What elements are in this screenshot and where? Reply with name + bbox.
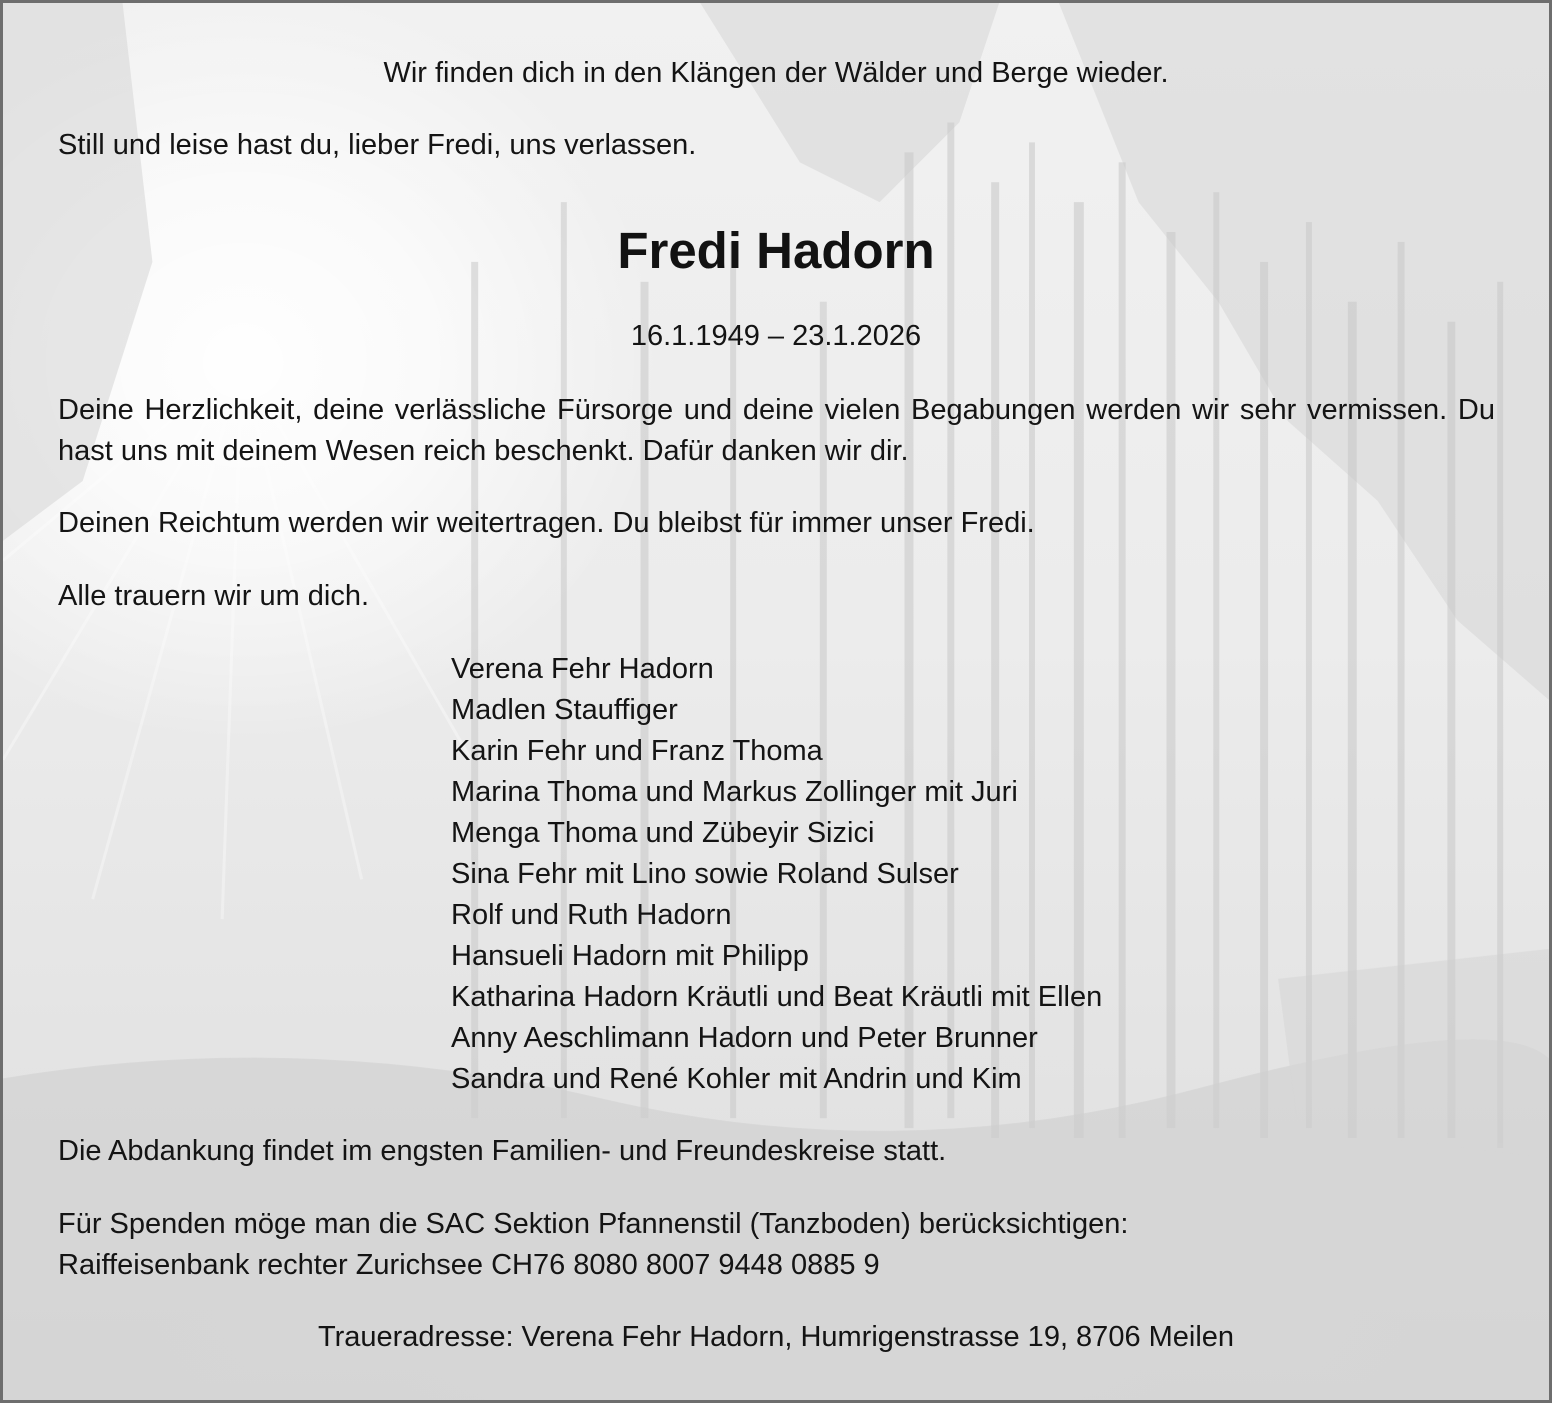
notice-content <box>3 3 1549 1400</box>
mourning-text: Alle trauern wir um dich. <box>58 580 370 612</box>
donation-text: Für Spenden möge man die SAC Sektion Pfannenstil (Tanzboden) berücksichtigen: <box>58 1208 1129 1240</box>
mourner-entry: Katharina Hadorn Kräutli und Beat Kräutli mit Ellen <box>451 981 1103 1013</box>
tribute-paragraph: Deine Herzlichkeit, deine verlässliche Fürsorge und deine vielen Begabungen werden wir sehr vermissen. Du hast uns mit deinem Wesen reich beschenkt. Dafür danken wir dir. <box>58 394 1495 467</box>
ceremony-text: Die Abdankung findet im engsten Familien- und Freundeskreise statt. <box>58 1135 947 1167</box>
mourner-entry: Hansueli Hadorn mit Philipp <box>451 940 809 972</box>
mourner-entry: Madlen Stauffiger <box>451 694 678 726</box>
mourner-entry: Verena Fehr Hadorn <box>451 653 714 685</box>
mourner-entry: Anny Aeschlimann Hadorn und Peter Brunner <box>451 1022 1038 1054</box>
mourner-entry: Menga Thoma und Zübeyir Sizici <box>451 817 875 849</box>
intro-text: Still und leise hast du, lieber Fredi, uns verlassen. <box>58 129 697 161</box>
mourner-entry: Marina Thoma und Markus Zollinger mit Juri <box>451 776 1018 808</box>
deceased-name: Fredi Hadorn <box>617 222 935 279</box>
mourners-list <box>451 649 1102 1100</box>
legacy-text: Deinen Reichtum werden wir weitertragen. Du bleibst für immer unser Fredi. <box>58 507 1035 539</box>
mourner-entry: Karin Fehr und Franz Thoma <box>451 735 823 767</box>
life-dates: 16.1.1949 – 23.1.2026 <box>630 320 922 352</box>
mourner-entry: Sandra und René Kohler mit Andrin und Kim <box>451 1063 1022 1095</box>
bank-details: Raiffeisenbank rechter Zurichsee CH76 8080 8007 9448 0885 9 <box>58 1249 880 1281</box>
mourner-entry: Sina Fehr mit Lino sowie Roland Sulser <box>451 858 959 890</box>
motto: Wir finden dich in den Klängen der Wälder und Berge wieder. <box>383 57 1169 89</box>
mourning-address: Traueradresse: Verena Fehr Hadorn, Humrigenstrasse 19, 8706 Meilen <box>317 1321 1235 1353</box>
mourner-entry: Rolf und Ruth Hadorn <box>451 899 732 931</box>
